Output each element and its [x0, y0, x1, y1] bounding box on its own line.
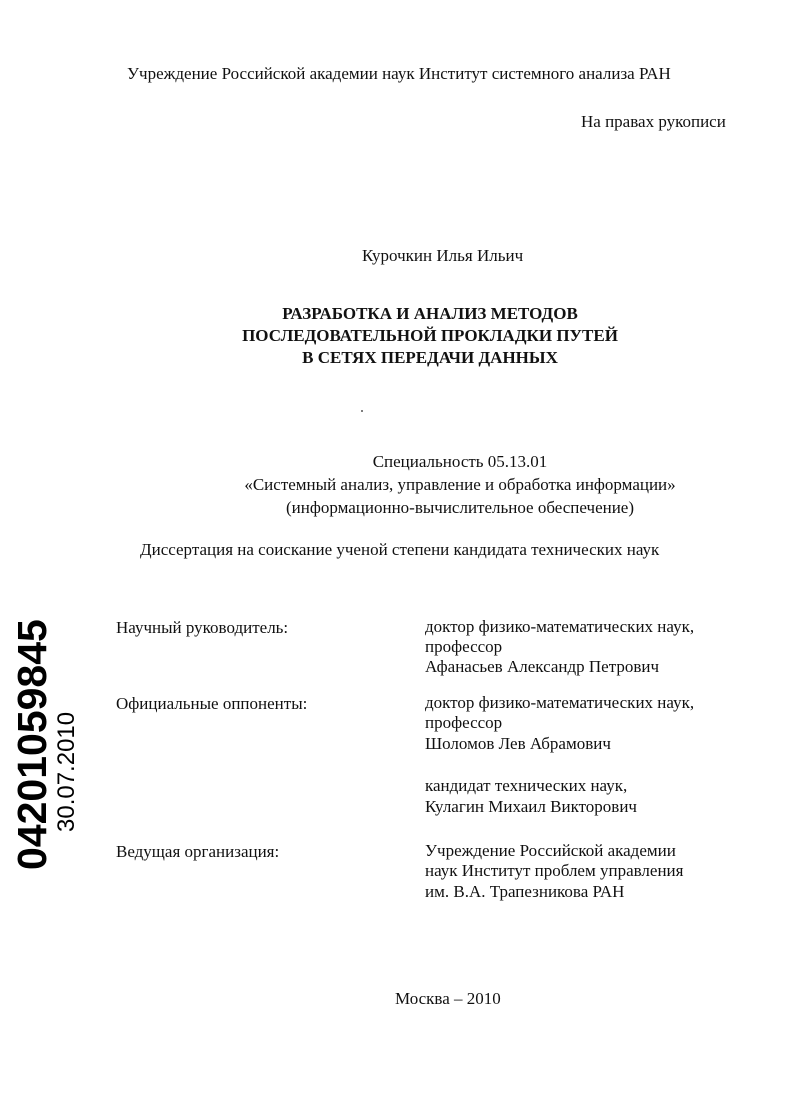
leading-org-label: Ведущая организация: — [116, 842, 280, 861]
specialty-name: «Системный анализ, управление и обработка информации» — [244, 475, 676, 494]
specialty-block — [180, 450, 740, 519]
institution-header: Учреждение Российской академии наук Институт системного анализа РАН — [127, 64, 671, 83]
specialty-subtitle: (информационно-вычислительное обеспечение) — [285, 498, 635, 517]
opponent-2-name: Кулагин Михаил Викторович — [425, 797, 637, 816]
dissertation-degree-line: Диссертация на соискание ученой степени кандидата технических наук — [140, 540, 660, 559]
title-line-1: РАЗРАБОТКА И АНАЛИЗ МЕТОДОВ — [282, 304, 578, 323]
title-line-3: В СЕТЯХ ПЕРЕДАЧИ ДАННЫХ — [302, 348, 558, 367]
stamp-date: 30.07.2010 — [53, 711, 80, 832]
supervisor-name: Афанасьев Александр Петрович — [425, 657, 660, 676]
scan-speck — [361, 410, 363, 412]
leading-org-line-3: им. В.А. Трапезникова РАН — [425, 882, 625, 901]
opponent-1-name: Шоломов Лев Абрамович — [425, 734, 611, 753]
title-line-2: ПОСЛЕДОВАТЕЛЬНОЙ ПРОКЛАДКИ ПУТЕЙ — [242, 326, 618, 345]
opponents-label: Официальные оппоненты: — [116, 694, 308, 713]
supervisor-degree: доктор физико-математических наук, — [425, 617, 695, 636]
stamp-number: 04201059845 — [9, 619, 55, 870]
dissertation-title — [200, 303, 660, 369]
city-year: Москва – 2010 — [395, 989, 501, 1008]
leading-org-line-2: наук Институт проблем управления — [425, 861, 684, 880]
opponent-2-degree: кандидат технических наук, — [425, 776, 628, 795]
author-name: Курочкин Илья Ильич — [362, 246, 524, 265]
supervisor-label: Научный руководитель: — [116, 618, 289, 637]
opponent-1-degree: доктор физико-математических наук, — [425, 693, 695, 712]
supervisor-title: профессор — [425, 637, 503, 656]
specialty-code: Специальность 05.13.01 — [372, 452, 548, 471]
rights-notice: На правах рукописи — [581, 112, 726, 131]
opponent-1-title: профессор — [425, 713, 503, 732]
leading-org-line-1: Учреждение Российской академии — [425, 841, 676, 860]
